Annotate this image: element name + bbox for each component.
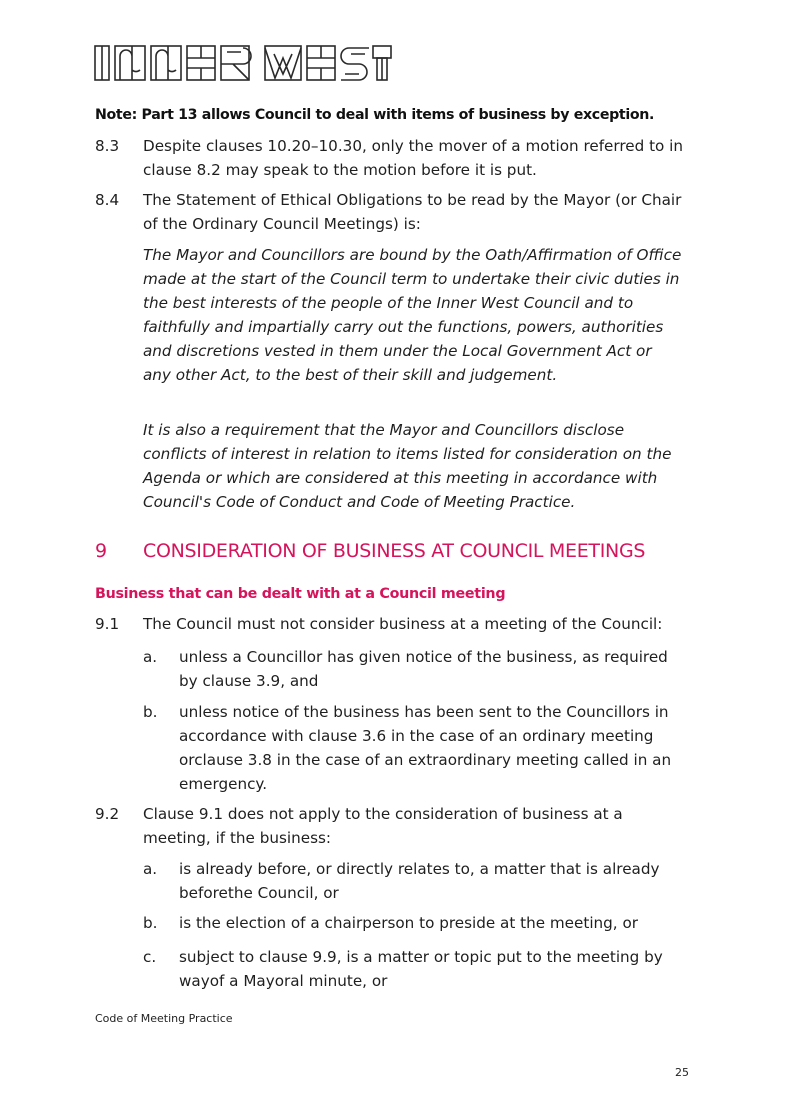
list-label: a. [143,648,158,666]
list-text: unless a Councillor has given notice of the business, as required by clause 3.9, and [179,648,668,690]
list-text: is already before, or directly relates to, a matter that is already beforethe Council, or [179,860,660,902]
note-text: Note: Part 13 allows Council to deal with items of business by exception. [95,107,655,123]
clause-number: 9.2 [95,805,120,823]
clause-text: The Council must not consider business at a meeting of the Council: [143,615,663,633]
list-label: a. [143,860,158,878]
clause-text: Despite clauses 10.20–10.30, only the mover of a motion referred to in clause 8.2 may speak to the motion before it is put. [143,137,684,179]
clause-text: The Statement of Ethical Obligations to be read by the Mayor (or Chair of the Ordinary Council Meetings) is: [143,191,682,233]
inner-west-logo [93,44,393,84]
ethical-statement-paragraph-1: The Mayor and Councillors are bound by the Oath/Affirmation of Office made at the start of the Council term to undertake their civic duties in the best interests of the people of the Inner West Council and to faithfully and impartially carry out the functions, powers, authorities and discretions vested in them under the Local Government Act or any other Act, to the best of their skill and judgement. [143,246,682,384]
list-text: unless notice of the business has been sent to the Councillors in accordance with clause 3.6 in the case of an ordinary meeting orclause 3.8 in the case of an extraordinary meeting called in an emergency. [179,703,672,793]
section-number: 9 [95,540,107,562]
page-number: 25 [675,1066,689,1079]
list-label: c. [143,948,157,966]
section-title: CONSIDERATION OF BUSINESS AT COUNCIL MEETINGS [143,540,646,562]
clause-number: 9.1 [95,615,120,633]
list-label: b. [143,703,158,721]
list-text: subject to clause 9.9, is a matter or topic put to the meeting by wayof a Mayoral minute, or [179,948,663,990]
footer-title: Code of Meeting Practice [95,1012,233,1025]
clause-text: Clause 9.1 does not apply to the consideration of business at a meeting, if the business: [143,805,623,847]
list-label: b. [143,914,158,932]
ethical-statement-paragraph-2: It is also a requirement that the Mayor and Councillors disclose conflicts of interest in relation to items listed for consideration on the Agenda or which are considered at this meeting in accordance with Council's Code of Conduct and Code of Meeting Practice. [143,421,672,511]
subheading: Business that can be dealt with at a Council meeting [95,586,506,602]
clause-number: 8.4 [95,191,120,209]
clause-number: 8.3 [95,137,120,155]
list-text: is the election of a chairperson to preside at the meeting, or [179,914,638,932]
